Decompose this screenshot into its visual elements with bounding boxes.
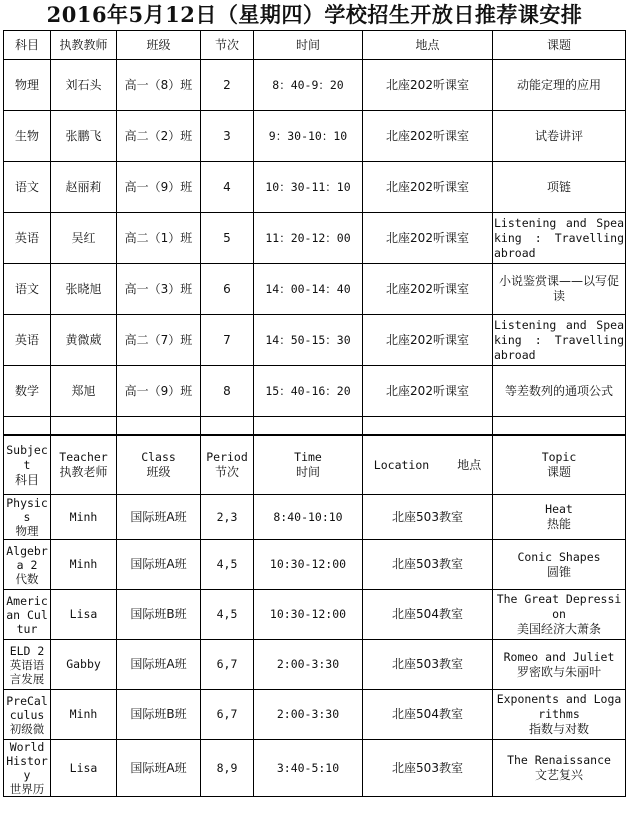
header-subject	[4, 436, 51, 495]
cell-topic-line-2: 指数与对数	[528, 722, 589, 736]
cell-teacher: Lisa	[51, 740, 117, 797]
header-class-line-2: 班级	[146, 465, 171, 479]
header-time: 时间	[254, 31, 363, 60]
header-class-line-1: Class	[141, 450, 176, 464]
cell-time: 10:30-12:00	[254, 590, 363, 640]
table-row	[4, 495, 626, 540]
cell-time: 8:40-10:10	[254, 495, 363, 540]
table-row	[4, 590, 626, 640]
cell-time: 2:00-3:30	[254, 640, 363, 690]
header-class	[117, 436, 201, 495]
cell-time: 14：50-15：30	[254, 315, 363, 366]
cell-subject-line-1: ELD 2	[9, 643, 45, 658]
cell-subject-line-1: Algebra 2	[6, 543, 48, 572]
cell-subject-line-2: 英语语言发展	[9, 657, 45, 686]
header-location-line-2: 地点	[457, 457, 482, 472]
cell-class: 国际班A班	[117, 740, 201, 797]
cell-location: 北座202听课室	[363, 366, 493, 417]
page-title: 2016年5月12日（星期四）学校招生开放日推荐课安排	[46, 2, 583, 27]
header-subject: 科目	[4, 31, 51, 60]
header-time	[254, 436, 363, 495]
cell-location: 北座503教室	[363, 495, 493, 540]
cell-period: 6,7	[201, 640, 254, 690]
schedule-table-international	[3, 435, 626, 797]
header-teacher: 执教教师	[51, 31, 117, 60]
cell-teacher: Minh	[51, 690, 117, 740]
cell-teacher: 张晓旭	[51, 264, 117, 315]
cell-subject: 英语	[4, 213, 51, 264]
cell-topic: 动能定理的应用	[493, 60, 626, 111]
cell-teacher: 刘石头	[51, 60, 117, 111]
cell-subject	[4, 640, 51, 690]
header-topic: 课题	[493, 31, 626, 60]
cell-topic	[493, 690, 626, 740]
cell-subject: 物理	[4, 60, 51, 111]
header-location	[363, 436, 493, 495]
cell-subject	[4, 690, 51, 740]
cell-class: 国际班B班	[117, 690, 201, 740]
cell-location: 北座504教室	[363, 690, 493, 740]
cell-topic	[493, 590, 626, 640]
table-header-row	[4, 31, 626, 60]
cell-location: 北座503教室	[363, 540, 493, 590]
spacer-cell	[254, 417, 363, 435]
cell-topic-line-2: 圆锥	[546, 564, 571, 579]
cell-teacher: 黄微葳	[51, 315, 117, 366]
cell-subject: 语文	[4, 264, 51, 315]
cell-period: 8	[201, 366, 254, 417]
header-location-line-1: Location	[373, 457, 430, 472]
header-period: 节次	[201, 31, 254, 60]
cell-topic	[493, 640, 626, 690]
cell-class: 高二（1）班	[117, 213, 201, 264]
cell-topic-line-1: The Great Depression	[496, 592, 622, 621]
cell-location: 北座202听课室	[363, 315, 493, 366]
table-row	[4, 640, 626, 690]
table-row	[4, 690, 626, 740]
cell-time: 10:30-12:00	[254, 540, 363, 590]
spacer-cell	[117, 417, 201, 435]
cell-class: 国际班A班	[117, 540, 201, 590]
cell-time: 8：40-9：20	[254, 60, 363, 111]
cell-period: 6	[201, 264, 254, 315]
cell-period: 3	[201, 111, 254, 162]
table-header-row	[4, 436, 626, 495]
cell-subject	[4, 740, 51, 797]
cell-topic: Listening and Speaking : Travelling abroad	[493, 315, 626, 366]
header-class: 班级	[117, 31, 201, 60]
cell-topic-line-1: Conic Shapes	[517, 549, 601, 564]
cell-period: 4,5	[201, 540, 254, 590]
cell-class: 国际班A班	[117, 640, 201, 690]
cell-class: 国际班A班	[117, 495, 201, 540]
cell-topic-line-1: Heat	[545, 502, 573, 516]
table-row	[4, 366, 626, 417]
cell-period: 4,5	[201, 590, 254, 640]
spacer-row	[4, 417, 626, 435]
cell-location: 北座202听课室	[363, 162, 493, 213]
cell-topic-line-1: Exponents and Logarithms	[496, 692, 622, 721]
cell-time: 11：20-12：00	[254, 213, 363, 264]
cell-teacher: 赵丽莉	[51, 162, 117, 213]
cell-topic	[493, 740, 626, 797]
cell-subject-line-2: 世界历	[9, 782, 45, 796]
cell-time: 2:00-3:30	[254, 690, 363, 740]
cell-subject	[4, 590, 51, 640]
header-subject-line-1: Subject	[6, 442, 48, 472]
cell-location: 北座503教室	[363, 640, 493, 690]
table-row	[4, 213, 626, 264]
cell-subject: 数学	[4, 366, 51, 417]
cell-subject: 英语	[4, 315, 51, 366]
cell-class: 高一（8）班	[117, 60, 201, 111]
header-teacher-line-1: Teacher	[59, 450, 108, 464]
cell-subject-line-1: Physics	[6, 496, 48, 524]
cell-teacher: Minh	[51, 540, 117, 590]
cell-topic	[493, 495, 626, 540]
table-row	[4, 315, 626, 366]
cell-topic-line-1: Romeo and Juliet	[503, 649, 615, 664]
spacer-cell	[493, 417, 626, 435]
header-period	[201, 436, 254, 495]
cell-period: 6,7	[201, 690, 254, 740]
cell-topic: 试卷讲评	[493, 111, 626, 162]
cell-subject-line-2: 物理	[15, 524, 39, 538]
header-time-line-1: Time	[294, 450, 322, 464]
cell-location: 北座202听课室	[363, 111, 493, 162]
cell-time: 9：30-10：10	[254, 111, 363, 162]
cell-teacher: 郑旭	[51, 366, 117, 417]
header-topic	[493, 436, 626, 495]
cell-topic-line-2: 美国经济大萧条	[516, 622, 601, 636]
cell-subject-line-1: World History	[6, 740, 48, 782]
cell-time: 15：40-16：20	[254, 366, 363, 417]
cell-topic-line-1: The Renaissance	[507, 753, 611, 767]
cell-period: 2,3	[201, 495, 254, 540]
cell-subject: 生物	[4, 111, 51, 162]
cell-subject-line-1: American Cultur	[6, 593, 48, 636]
cell-class: 高二（2）班	[117, 111, 201, 162]
cell-class: 高一（3）班	[117, 264, 201, 315]
cell-subject-line-2: 代数	[15, 571, 39, 586]
table-row	[4, 162, 626, 213]
cell-topic-line-2: 热能	[546, 517, 571, 531]
cell-class: 高二（7）班	[117, 315, 201, 366]
cell-subject	[4, 495, 51, 540]
header-subject-line-2: 科目	[14, 472, 39, 487]
cell-period: 8,9	[201, 740, 254, 797]
table-row	[4, 740, 626, 797]
cell-subject: 语文	[4, 162, 51, 213]
cell-period: 4	[201, 162, 254, 213]
cell-location: 北座202听课室	[363, 60, 493, 111]
header-time-line-2: 时间	[295, 465, 320, 479]
spacer-cell	[363, 417, 493, 435]
spacer-cell	[201, 417, 254, 435]
header-topic-line-2: 课题	[546, 465, 571, 479]
cell-time: 14：00-14：40	[254, 264, 363, 315]
header-teacher-line-2: 执教老师	[59, 465, 108, 479]
cell-teacher: 张鹏飞	[51, 111, 117, 162]
table-row	[4, 60, 626, 111]
cell-time: 3:40-5:10	[254, 740, 363, 797]
header-period-line-2: 节次	[214, 465, 239, 479]
header-topic-line-1: Topic	[541, 450, 577, 464]
cell-period: 7	[201, 315, 254, 366]
cell-location: 北座202听课室	[363, 213, 493, 264]
cell-teacher: Gabby	[51, 640, 117, 690]
header-teacher	[51, 436, 117, 495]
cell-subject-line-2: 初级微	[9, 721, 45, 736]
schedule-table-local	[3, 30, 626, 435]
spacer-cell	[51, 417, 117, 435]
header-location: 地点	[363, 31, 493, 60]
cell-subject	[4, 540, 51, 590]
cell-time: 10：30-11：10	[254, 162, 363, 213]
cell-teacher: Minh	[51, 495, 117, 540]
cell-location: 北座202听课室	[363, 264, 493, 315]
cell-topic: 等差数列的通项公式	[493, 366, 626, 417]
cell-class: 高一（9）班	[117, 366, 201, 417]
cell-location: 北座503教室	[363, 740, 493, 797]
cell-topic-line-2: 文艺复兴	[534, 768, 583, 782]
cell-topic: 项链	[493, 162, 626, 213]
cell-period: 2	[201, 60, 254, 111]
cell-topic: 小说鉴赏课——以写促读	[493, 264, 626, 315]
cell-topic: Listening and Speaking : Travelling abroad	[493, 213, 626, 264]
cell-location: 北座504教室	[363, 590, 493, 640]
cell-topic-line-2: 罗密欧与朱丽叶	[516, 664, 601, 679]
cell-teacher: Lisa	[51, 590, 117, 640]
spacer-cell	[4, 417, 51, 435]
table-row	[4, 540, 626, 590]
header-period-line-1: Period	[206, 450, 248, 464]
table-row	[4, 111, 626, 162]
cell-teacher: 吴红	[51, 213, 117, 264]
table-row	[4, 264, 626, 315]
cell-class: 高一（9）班	[117, 162, 201, 213]
cell-topic	[493, 540, 626, 590]
cell-class: 国际班B班	[117, 590, 201, 640]
cell-subject-line-1: PreCalculus	[6, 693, 48, 722]
cell-period: 5	[201, 213, 254, 264]
